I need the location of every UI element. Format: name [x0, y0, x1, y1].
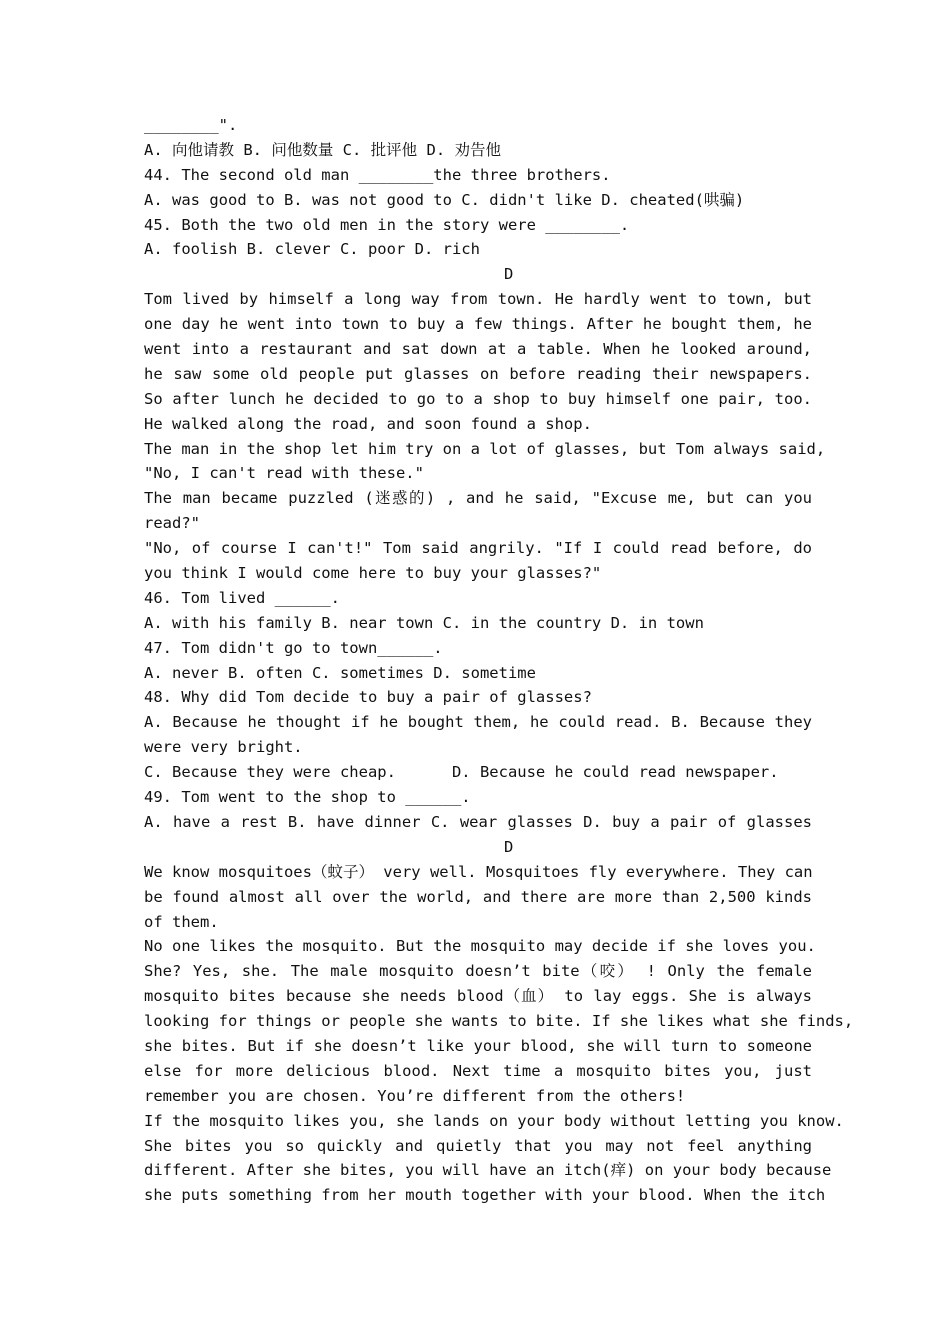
- text-line: of them.: [144, 912, 219, 931]
- text-line: 48. Why did Tom decide to buy a pair of glasses?: [144, 688, 592, 707]
- text-line: were very bright.: [144, 738, 303, 757]
- text-line: one day he went into town to buy a few things. After he bought them, he: [144, 315, 812, 334]
- text-line: she bites. But if she doesn’t like your blood, she will turn to someone: [144, 1036, 812, 1055]
- text-line: A. 向他请教 B. 问他数量 C. 批评他 D. 劝告他: [144, 140, 501, 159]
- text-line: 44. The second old man ________the three brothers.: [144, 165, 611, 184]
- text-line: 45. Both the two old men in the story were ________.: [144, 215, 630, 234]
- document-text: [144, 113, 854, 1208]
- text-line: C. Because they were cheap. D. Because he could read newspaper.: [144, 763, 779, 782]
- text-line: A. with his family B. near town C. in the country D. in town: [144, 613, 704, 632]
- text-line: Tom lived by himself a long way from town. He hardly went to town, but: [144, 290, 812, 309]
- section-heading: D: [504, 265, 514, 284]
- text-line: The man in the shop let him try on a lot of glasses, but Tom always said,: [144, 439, 826, 458]
- text-line: you think I would come here to buy your glasses?": [144, 564, 602, 583]
- text-line: she puts something from her mouth together with your blood. When the itch: [144, 1186, 826, 1205]
- text-line: read?": [144, 514, 200, 533]
- text-line: 47. Tom didn't go to town______.: [144, 638, 443, 657]
- text-line: She bites you so quickly and quietly that you may not feel anything: [144, 1136, 812, 1155]
- text-line: No one likes the mosquito. But the mosquito may decide if she loves you.: [144, 937, 816, 956]
- text-line: ________".: [144, 116, 238, 134]
- text-line: went into a restaurant and sat down at a table. When he looked around,: [144, 340, 812, 359]
- text-line: 49. Tom went to the shop to ______.: [144, 788, 471, 807]
- text-line: looking for things or people she wants to bite. If she likes what she finds,: [144, 1012, 854, 1031]
- text-line: remember you are chosen. You’re different from the others!: [144, 1086, 686, 1105]
- text-line: A. was good to B. was not good to C. didn't like D. cheated(哄骗): [144, 190, 745, 209]
- text-line: A. have a rest B. have dinner C. wear glasses D. buy a pair of glasses: [144, 812, 812, 831]
- text-line: He walked along the road, and soon found a shop.: [144, 414, 592, 433]
- text-line: A. never B. often C. sometimes D. sometime: [144, 663, 536, 682]
- text-line: A. foolish B. clever C. poor D. rich: [144, 240, 480, 259]
- text-line: We know mosquitoes（蚊子） very well. Mosquitoes fly everywhere. They can: [144, 862, 813, 881]
- text-line: The man became puzzled (迷惑的) , and he said, "Excuse me, but can you: [144, 489, 812, 508]
- text-line: A. Because he thought if he bought them, he could read. B. Because they: [144, 713, 812, 732]
- text-line: he saw some old people put glasses on before reading their newspapers.: [144, 364, 812, 383]
- text-line: She? Yes, she. The male mosquito doesn’t bite（咬） ! Only the female: [144, 962, 812, 981]
- text-line: So after lunch he decided to go to a shop to buy himself one pair, too.: [144, 389, 812, 408]
- text-line: 46. Tom lived ______.: [144, 588, 340, 607]
- text-line: If the mosquito likes you, she lands on your body without letting you know.: [144, 1111, 844, 1130]
- text-line: "No, I can't read with these.": [144, 464, 424, 483]
- text-line: "No, of course I can't!" Tom said angrily. "If I could read before, do: [144, 539, 812, 558]
- text-line: different. After she bites, you will have an itch(痒) on your body because: [144, 1161, 832, 1180]
- text-line: be found almost all over the world, and there are more than 2,500 kinds: [144, 887, 812, 906]
- text-line: else for more delicious blood. Next time a mosquito bites you, just: [144, 1061, 812, 1080]
- section-heading: D: [504, 837, 514, 856]
- text-line: mosquito bites because she needs blood（血） to lay eggs. She is always: [144, 987, 812, 1006]
